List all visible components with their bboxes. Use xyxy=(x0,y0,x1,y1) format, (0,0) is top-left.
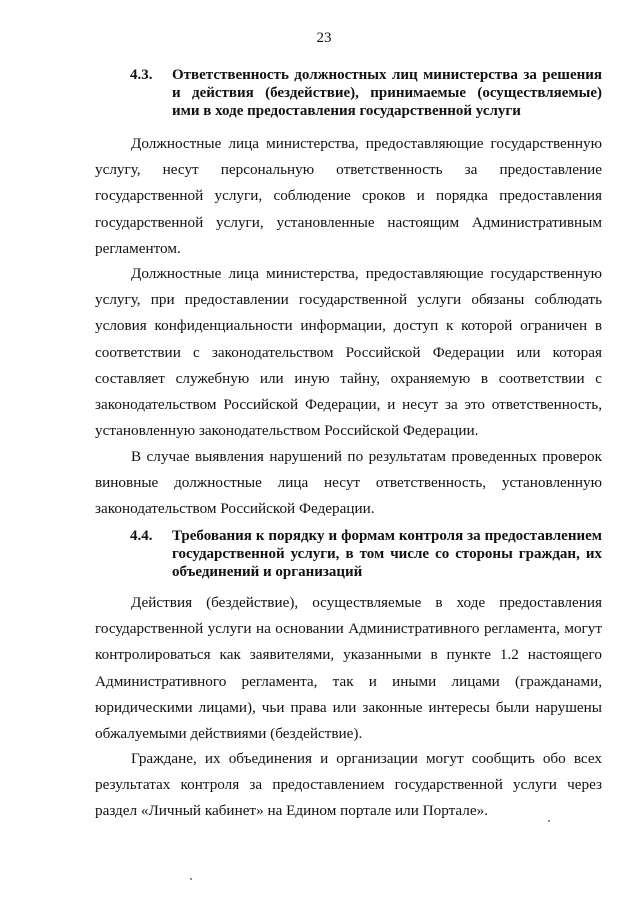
section-heading-4-4 xyxy=(130,527,602,581)
paragraph-violations: В случае выявления нарушений по результатам проведенных проверок виновные должностные лица несут ответственность, установленную законодательством Российской Федерации. xyxy=(95,448,602,518)
scan-speck xyxy=(190,878,192,880)
scan-speck xyxy=(548,820,550,822)
section-title: Ответственность должностных лиц министерства за решения и действия (бездействие), принимаемые (осуществляемые) ими в ходе предоставления государственной услуги xyxy=(172,67,602,119)
section-title: Требования к порядку и формам контроля за предоставлением государственной услуги, в том числе со стороны граждан, их объединений и организаций xyxy=(172,528,602,580)
page-number: 23 xyxy=(316,30,332,46)
section-number: 4.3. xyxy=(130,67,153,83)
paragraph-control-actions: Действия (бездействие), осуществляемые в ходе предоставления государственной услуги на основании Административного регламента, могут контролироваться как заявителями, указанными в пункте 1.2 настоящего Административного регламента, так и иными лицами (гражданами, юридическими лицами), чьи права или законные интересы были нарушены обжалуемыми действиями (бездействие). xyxy=(95,594,602,743)
paragraph-confidentiality: Должностные лица министерства, предоставляющие государственную услугу, при предоставлении государственной услуги обязаны соблюдать условия конфиденциальности информации, доступ к которой ограничен в соответствии с законодательством Российской Федерации или которая составляет служебную или иную тайну, охраняемую в соответствии с законодательством Российской Федерации, и несут за это ответственность, установленную законодательством Российской Федерации. xyxy=(95,265,602,440)
paragraph-citizens-report: Граждане, их объединения и организации могут сообщить обо всех результатах контроля за предоставлением государственной услуги через раздел «Личный кабинет» на Едином портале или Портале». xyxy=(95,750,602,820)
paragraph-responsibility: Должностные лица министерства, предоставляющие государственную услугу, несут персональную ответственность за предоставление государственной услуги, соблюдение сроков и порядка предоставления государственной услуги, установленные настоящим Административным регламентом. xyxy=(95,135,602,257)
section-number: 4.4. xyxy=(130,528,153,544)
section-heading-4-3 xyxy=(130,66,602,120)
